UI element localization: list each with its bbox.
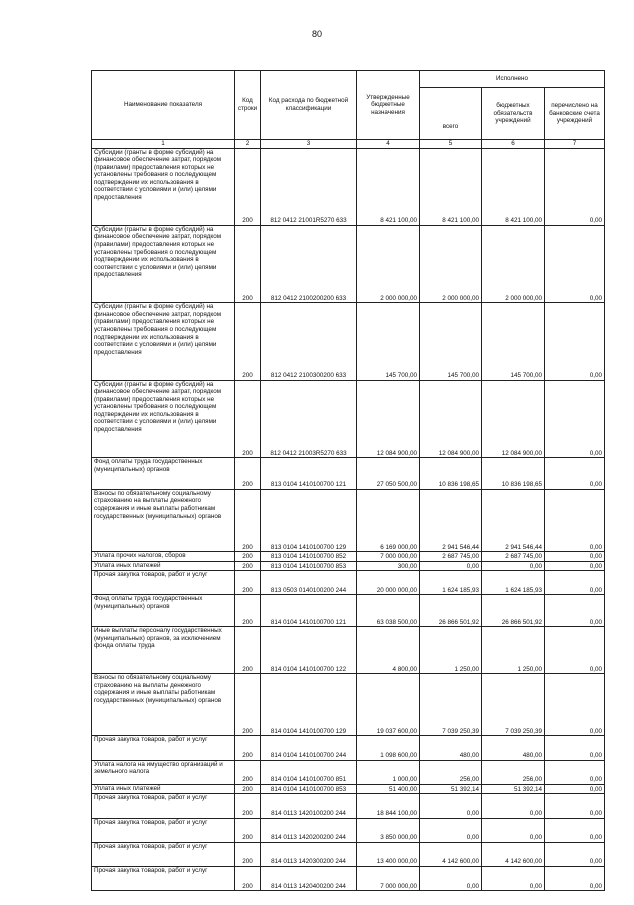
line-code: 200 xyxy=(235,794,261,818)
transferred-amount: 0,00 xyxy=(545,552,605,562)
table-row xyxy=(92,674,605,736)
header-total: всего xyxy=(420,88,482,140)
executed-institutions: 480,00 xyxy=(482,736,545,760)
line-code: 200 xyxy=(235,842,261,866)
line-code: 200 xyxy=(235,303,261,380)
indicator-name: Взносы по обязательному социальному страхованию на выплаты денежного содержания и иные выплаты работникам государственных (муниципальных) органов xyxy=(92,489,235,551)
indicator-name: Прочая закупка товаров, работ и услуг xyxy=(92,736,235,760)
executed-total: 10 836 198,65 xyxy=(420,458,482,490)
page-number: 80 xyxy=(311,29,322,39)
header-transferred: перечислено на банковские счета учреждений xyxy=(545,88,605,140)
executed-total: 0,00 xyxy=(420,818,482,842)
budget-code: 812 0412 2100300200 633 xyxy=(261,303,357,380)
table-row xyxy=(92,627,605,674)
transferred-amount: 0,00 xyxy=(545,303,605,380)
approved-amount: 13 400 000,00 xyxy=(357,842,420,866)
budget-code: 814 0104 1410100700 129 xyxy=(261,674,357,736)
executed-institutions: 0,00 xyxy=(482,818,545,842)
budget-code: 813 0104 1410100700 121 xyxy=(261,458,357,490)
transferred-amount: 0,00 xyxy=(545,458,605,490)
executed-institutions: 4 142 600,00 xyxy=(482,842,545,866)
budget-code: 813 0503 0140100200 244 xyxy=(261,571,357,595)
executed-total: 256,00 xyxy=(420,760,482,784)
approved-amount: 1 000,00 xyxy=(357,760,420,784)
executed-institutions: 1 624 185,93 xyxy=(482,571,545,595)
budget-code: 814 0104 1410100700 122 xyxy=(261,627,357,674)
executed-institutions: 51 392,14 xyxy=(482,784,545,794)
table-row xyxy=(92,489,605,551)
transferred-amount: 0,00 xyxy=(545,595,605,627)
budget-code: 812 0412 21003R5270 633 xyxy=(261,380,357,457)
executed-total: 26 866 501,92 xyxy=(420,595,482,627)
approved-amount: 20 000 000,00 xyxy=(357,571,420,595)
indicator-name: Прочая закупка товаров, работ и услуг xyxy=(92,571,235,595)
indicator-name: Взносы по обязательному социальному страхованию на выплаты денежного содержания и иные выплаты работникам государственных (муниципальных) органов xyxy=(92,674,235,736)
transferred-amount: 0,00 xyxy=(545,736,605,760)
executed-institutions: 1 250,00 xyxy=(482,627,545,674)
executed-institutions: 12 084 900,00 xyxy=(482,380,545,457)
line-code: 200 xyxy=(235,627,261,674)
indicator-name: Субсидии (гранты в форме субсидий) на финансовое обеспечение затрат, порядком (правилами) предоставления которых не установлены требования о последующем подтверждении их использования в соответствии с условиями и (или) целями предоставления xyxy=(92,380,235,457)
table-row xyxy=(92,571,605,595)
budget-code: 814 0113 1420100200 244 xyxy=(261,794,357,818)
executed-total: 2 000 000,00 xyxy=(420,225,482,302)
transferred-amount: 0,00 xyxy=(545,760,605,784)
column-numbers-row xyxy=(92,140,605,149)
line-code: 200 xyxy=(235,571,261,595)
transferred-amount: 0,00 xyxy=(545,225,605,302)
executed-total: 2 687 745,00 xyxy=(420,552,482,562)
approved-amount: 3 850 000,00 xyxy=(357,818,420,842)
line-code: 200 xyxy=(235,552,261,562)
indicator-name: Фонд оплаты труда государственных (муниципальных) органов xyxy=(92,458,235,490)
executed-total: 1 250,00 xyxy=(420,627,482,674)
transferred-amount: 0,00 xyxy=(545,571,605,595)
transferred-amount: 0,00 xyxy=(545,794,605,818)
table-row xyxy=(92,794,605,818)
column-number: 3 xyxy=(261,140,357,149)
table-body xyxy=(92,148,605,891)
column-number: 4 xyxy=(357,140,420,149)
column-number: 7 xyxy=(545,140,605,149)
budget-code: 814 0104 1410100700 244 xyxy=(261,736,357,760)
executed-institutions: 2 000 000,00 xyxy=(482,225,545,302)
column-number: 2 xyxy=(235,140,261,149)
executed-institutions: 0,00 xyxy=(482,794,545,818)
budget-code: 813 0104 1410100700 129 xyxy=(261,489,357,551)
indicator-name: Прочая закупка товаров, работ и услуг xyxy=(92,818,235,842)
line-code: 200 xyxy=(235,784,261,794)
budget-code: 814 0104 1410100700 121 xyxy=(261,595,357,627)
budget-code: 813 0104 1410100700 852 xyxy=(261,552,357,562)
executed-institutions: 145 700,00 xyxy=(482,303,545,380)
budget-code: 813 0104 1410100700 853 xyxy=(261,561,357,571)
table-row xyxy=(92,760,605,784)
budget-code: 814 0113 1420300200 244 xyxy=(261,842,357,866)
table-row xyxy=(92,818,605,842)
table-row xyxy=(92,736,605,760)
indicator-name: Субсидии (гранты в форме субсидий) на финансовое обеспечение затрат, порядком (правилами) предоставления которых не установлены требования о последующем подтверждении их использования в соответствии с условиями и (или) целями предоставления xyxy=(92,148,235,225)
column-number: 6 xyxy=(482,140,545,149)
approved-amount: 2 000 000,00 xyxy=(357,225,420,302)
executed-institutions: 2 687 745,00 xyxy=(482,552,545,562)
approved-amount: 145 700,00 xyxy=(357,303,420,380)
table-row xyxy=(92,595,605,627)
table-row xyxy=(92,552,605,562)
transferred-amount: 0,00 xyxy=(545,818,605,842)
transferred-amount: 0,00 xyxy=(545,561,605,571)
indicator-name: Уплата иных платежей xyxy=(92,561,235,571)
header-executed: Исполнено xyxy=(420,71,605,88)
line-code: 200 xyxy=(235,760,261,784)
executed-total: 0,00 xyxy=(420,794,482,818)
line-code: 200 xyxy=(235,866,261,890)
budget-code: 814 0104 1410100700 853 xyxy=(261,784,357,794)
line-code: 200 xyxy=(235,561,261,571)
line-code: 200 xyxy=(235,148,261,225)
executed-total: 0,00 xyxy=(420,866,482,890)
indicator-name: Субсидии (гранты в форме субсидий) на финансовое обеспечение затрат, порядком (правилами) предоставления которых не установлены требования о последующем подтверждении их использования в соответствии с условиями и (или) целями предоставления xyxy=(92,225,235,302)
transferred-amount: 0,00 xyxy=(545,380,605,457)
indicator-name: Уплата иных платежей xyxy=(92,784,235,794)
header-budget-code: Код расхода по бюджетной классификации xyxy=(261,71,357,140)
transferred-amount: 0,00 xyxy=(545,674,605,736)
approved-amount: 7 000 000,00 xyxy=(357,552,420,562)
header-line-code: Код строки xyxy=(235,71,261,140)
line-code: 200 xyxy=(235,458,261,490)
header-name: Наименование показателя xyxy=(92,71,235,140)
budget-code: 814 0113 1420200200 244 xyxy=(261,818,357,842)
approved-amount: 6 169 000,00 xyxy=(357,489,420,551)
line-code: 200 xyxy=(235,674,261,736)
transferred-amount: 0,00 xyxy=(545,842,605,866)
indicator-name: Иные выплаты персоналу государственных (муниципальных) органов, за исключением фонда оплаты труда xyxy=(92,627,235,674)
table-row xyxy=(92,303,605,380)
executed-institutions: 256,00 xyxy=(482,760,545,784)
executed-total: 7 039 250,39 xyxy=(420,674,482,736)
approved-amount: 19 037 600,00 xyxy=(357,674,420,736)
column-number: 1 xyxy=(92,140,235,149)
indicator-name: Прочая закупка товаров, работ и услуг xyxy=(92,866,235,890)
executed-institutions: 0,00 xyxy=(482,561,545,571)
transferred-amount: 0,00 xyxy=(545,866,605,890)
indicator-name: Прочая закупка товаров, работ и услуг xyxy=(92,794,235,818)
budget-code: 814 0113 1420400200 244 xyxy=(261,866,357,890)
executed-total: 480,00 xyxy=(420,736,482,760)
executed-institutions: 26 866 501,92 xyxy=(482,595,545,627)
table-row xyxy=(92,380,605,457)
line-code: 200 xyxy=(235,736,261,760)
table-row xyxy=(92,866,605,890)
executed-total: 4 142 600,00 xyxy=(420,842,482,866)
executed-total: 145 700,00 xyxy=(420,303,482,380)
table-row xyxy=(92,458,605,490)
indicator-name: Субсидии (гранты в форме субсидий) на финансовое обеспечение затрат, порядком (правилами) предоставления которых не установлены требования о последующем подтверждении их использования в соответствии с условиями и (или) целями предоставления xyxy=(92,303,235,380)
approved-amount: 4 800,00 xyxy=(357,627,420,674)
column-number: 5 xyxy=(420,140,482,149)
executed-total: 8 421 100,00 xyxy=(420,148,482,225)
budget-code: 812 0412 2100200200 633 xyxy=(261,225,357,302)
executed-institutions: 7 039 250,39 xyxy=(482,674,545,736)
transferred-amount: 0,00 xyxy=(545,489,605,551)
approved-amount: 51 400,00 xyxy=(357,784,420,794)
line-code: 200 xyxy=(235,595,261,627)
budget-execution-table xyxy=(91,70,605,891)
executed-total: 2 941 546,44 xyxy=(420,489,482,551)
line-code: 200 xyxy=(235,818,261,842)
approved-amount: 12 084 900,00 xyxy=(357,380,420,457)
executed-institutions: 0,00 xyxy=(482,866,545,890)
line-code: 200 xyxy=(235,489,261,551)
approved-amount: 27 050 500,00 xyxy=(357,458,420,490)
approved-amount: 300,00 xyxy=(357,561,420,571)
approved-amount: 7 000 000,00 xyxy=(357,866,420,890)
header-approved: Утвержденные бюджетные назначения xyxy=(357,71,420,140)
executed-institutions: 8 421 100,00 xyxy=(482,148,545,225)
table-row xyxy=(92,784,605,794)
executed-total: 1 624 185,93 xyxy=(420,571,482,595)
transferred-amount: 0,00 xyxy=(545,627,605,674)
approved-amount: 63 038 500,00 xyxy=(357,595,420,627)
table-header xyxy=(92,71,605,149)
executed-total: 12 084 900,00 xyxy=(420,380,482,457)
table-row xyxy=(92,225,605,302)
line-code: 200 xyxy=(235,225,261,302)
budget-code: 814 0104 1410100700 851 xyxy=(261,760,357,784)
transferred-amount: 0,00 xyxy=(545,148,605,225)
indicator-name: Уплата налога на имущество организаций и земельного налога xyxy=(92,760,235,784)
approved-amount: 1 098 600,00 xyxy=(357,736,420,760)
approved-amount: 8 421 100,00 xyxy=(357,148,420,225)
table-row xyxy=(92,842,605,866)
budget-code: 812 0412 21001R5270 633 xyxy=(261,148,357,225)
executed-institutions: 2 941 546,44 xyxy=(482,489,545,551)
indicator-name: Уплата прочих налогов, сборов xyxy=(92,552,235,562)
indicator-name: Прочая закупка товаров, работ и услуг xyxy=(92,842,235,866)
table-row xyxy=(92,148,605,225)
table-row xyxy=(92,561,605,571)
executed-institutions: 10 836 198,65 xyxy=(482,458,545,490)
approved-amount: 18 844 100,00 xyxy=(357,794,420,818)
line-code: 200 xyxy=(235,380,261,457)
header-budget-institutions: бюджетных обязательств учреждений xyxy=(482,88,545,140)
executed-total: 51 392,14 xyxy=(420,784,482,794)
transferred-amount: 0,00 xyxy=(545,784,605,794)
executed-total: 0,00 xyxy=(420,561,482,571)
indicator-name: Фонд оплаты труда государственных (муниципальных) органов xyxy=(92,595,235,627)
